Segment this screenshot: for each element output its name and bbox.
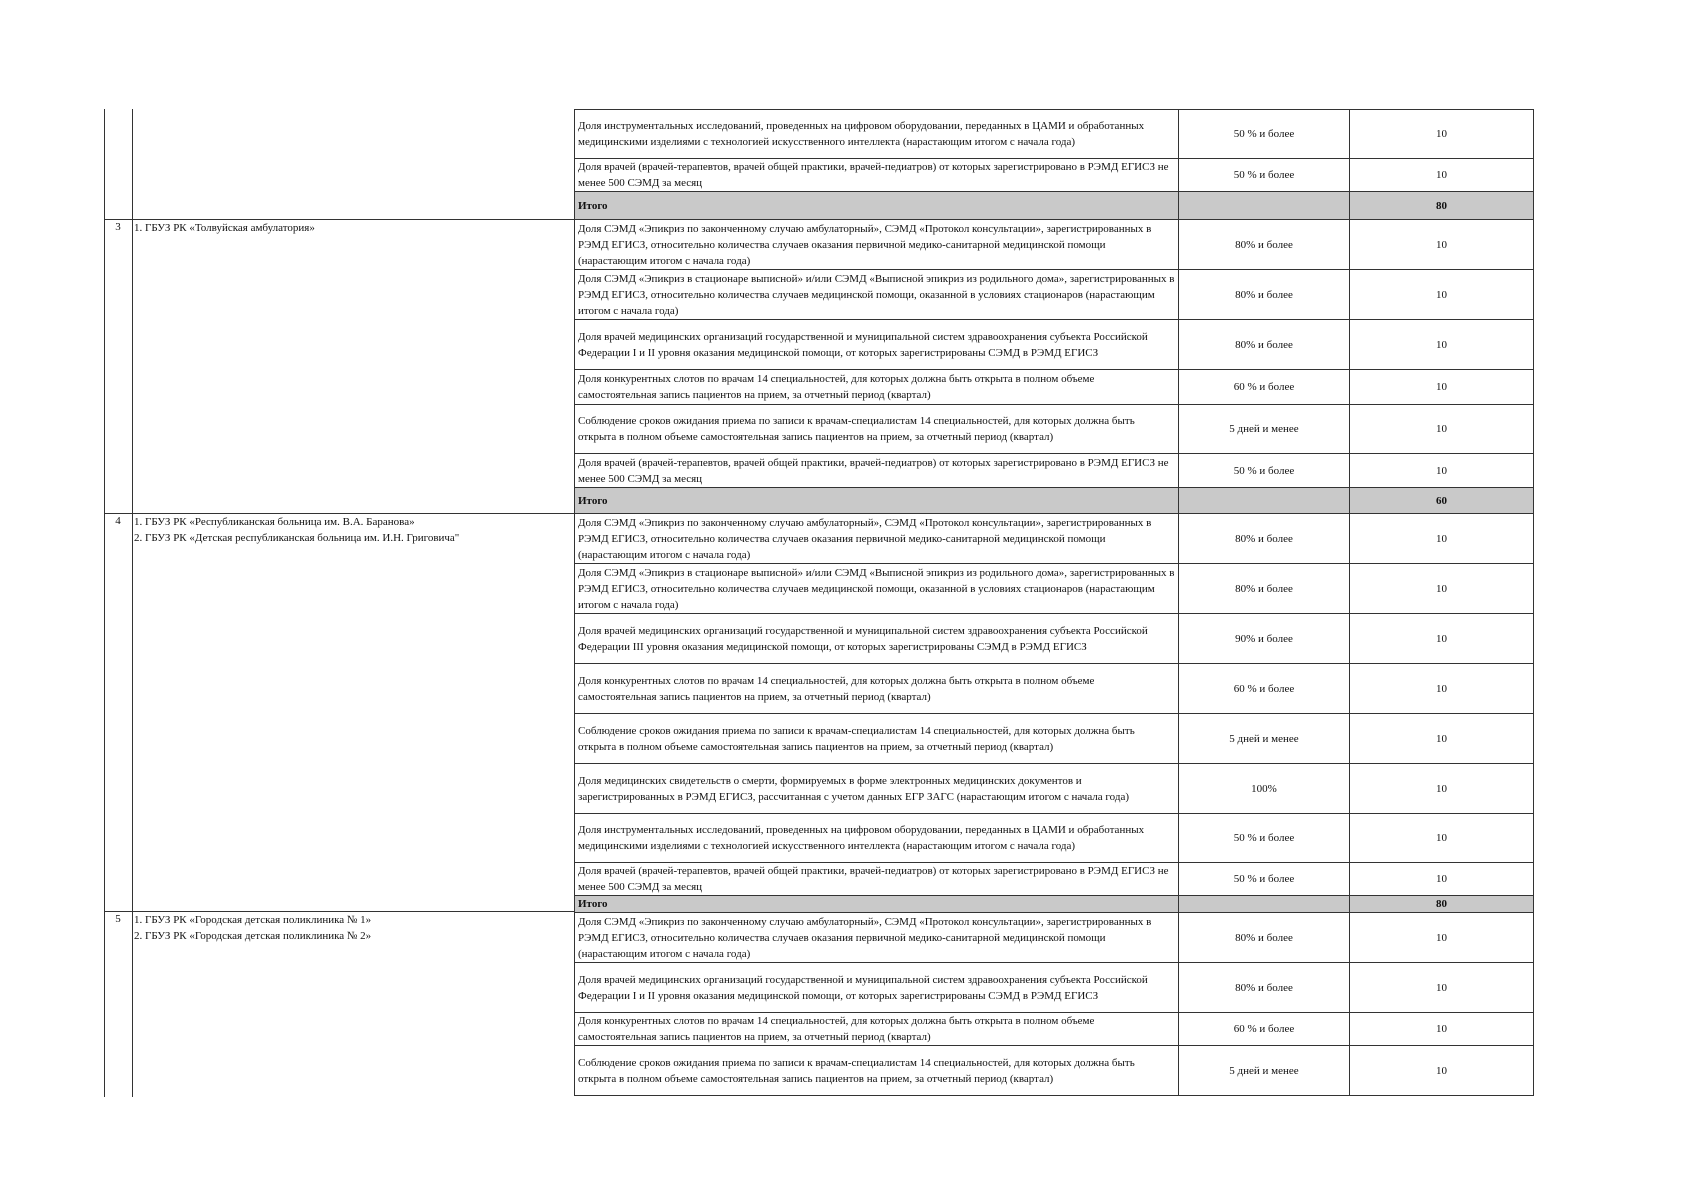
- indicator-cell: Доля конкурентных слотов по врачам 14 специальностей, для которых должна быть открыта в полном объеме самостоятельная запись пациентов на прием, за отчетный период (квартал): [575, 370, 1179, 405]
- table-row: [575, 270, 1534, 320]
- threshold-cell: 50 % и более: [1179, 863, 1350, 896]
- indicator-cell: Доля врачей медицинских организаций государственной и муниципальной систем здравоохранения субъекта Российской Федерации III уровня оказания медицинской помощи, от которых зарегистрированы СЭМД в РЭМД ЕГИСЗ: [575, 614, 1179, 664]
- points-cell: 10: [1350, 320, 1534, 370]
- total-label: Итого: [575, 896, 1179, 913]
- table-row: [575, 564, 1534, 614]
- points-cell: 10: [1350, 270, 1534, 320]
- points-cell: 10: [1350, 1013, 1534, 1046]
- indicator-cell: Доля СЭМД «Эпикриз по законченному случаю амбулаторный», СЭМД «Протокол консультации», зарегистрированных в РЭМД ЕГИСЗ, относительно количества случаев оказания первичной медико-санитарной медицинской помощи (нарастающим итогом с начала года): [575, 913, 1179, 963]
- points-cell: 10: [1350, 159, 1534, 192]
- table-row: [575, 320, 1534, 370]
- number-column-divider: [132, 109, 133, 1097]
- threshold-cell: 90% и более: [1179, 614, 1350, 664]
- threshold-cell: 60 % и более: [1179, 1013, 1350, 1046]
- points-cell: 10: [1350, 714, 1534, 764]
- total-label: Итого: [575, 192, 1179, 220]
- indicator-cell: Доля врачей медицинских организаций государственной и муниципальной систем здравоохранения субъекта Российской Федерации I и II уровня оказания медицинской помощи, от которых зарегистрированы СЭМД в РЭМД ЕГИСЗ: [575, 320, 1179, 370]
- indicator-cell: Доля СЭМД «Эпикриз в стационаре выписной» и/или СЭМД «Выписной эпикриз из родильного дома», зарегистрированных в РЭМД ЕГИСЗ, относительно количества случаев медицинской помощи, оказанной в условиях стационаров (нарастающим итогом с начала года): [575, 564, 1179, 614]
- points-cell: 10: [1350, 454, 1534, 488]
- row-number: 5: [115, 913, 121, 925]
- threshold-cell: 50 % и более: [1179, 159, 1350, 192]
- indicator-cell: Доля СЭМД «Эпикриз в стационаре выписной» и/или СЭМД «Выписной эпикриз из родильного дома», зарегистрированных в РЭМД ЕГИСЗ, относительно количества случаев медицинской помощи, оказанной в условиях стационаров (нарастающим итогом с начала года): [575, 270, 1179, 320]
- table-row: [575, 405, 1534, 454]
- points-cell: 10: [1350, 963, 1534, 1013]
- indicator-cell: Доля инструментальных исследований, проведенных на цифровом оборудовании, переданных в ЦАМИ и обработанных медицинскими изделиями с технологией искусственного интеллекта (нарастающим итогом с начала года): [575, 110, 1179, 159]
- table-row: [575, 110, 1534, 159]
- indicator-cell: Доля врачей медицинских организаций государственной и муниципальной систем здравоохранения субъекта Российской Федерации I и II уровня оказания медицинской помощи, от которых зарегистрированы СЭМД в РЭМД ЕГИСЗ: [575, 963, 1179, 1013]
- total-points: 80: [1350, 192, 1534, 220]
- table-row: [575, 454, 1534, 488]
- threshold-cell: 5 дней и менее: [1179, 1046, 1350, 1096]
- points-cell: 10: [1350, 664, 1534, 714]
- indicator-cell: Доля конкурентных слотов по врачам 14 специальностей, для которых должна быть открыта в полном объеме самостоятельная запись пациентов на прием, за отчетный период (квартал): [575, 1013, 1179, 1046]
- indicator-cell: Доля СЭМД «Эпикриз по законченному случаю амбулаторный», СЭМД «Протокол консультации», зарегистрированных в РЭМД ЕГИСЗ, относительно количества случаев оказания первичной медико-санитарной медицинской помощи (нарастающим итогом с начала года): [575, 220, 1179, 270]
- total-empty: [1179, 896, 1350, 913]
- threshold-cell: 100%: [1179, 764, 1350, 814]
- points-cell: 10: [1350, 863, 1534, 896]
- table-row: [575, 714, 1534, 764]
- points-cell: 10: [1350, 564, 1534, 614]
- table-row: [575, 764, 1534, 814]
- table-row: [575, 159, 1534, 192]
- points-cell: 10: [1350, 764, 1534, 814]
- points-cell: 10: [1350, 913, 1534, 963]
- table-row: [575, 220, 1534, 270]
- total-label: Итого: [575, 488, 1179, 514]
- organization-name: 1. ГБУЗ РК «Толвуйская амбулатория»: [134, 222, 315, 234]
- total-points: 60: [1350, 488, 1534, 514]
- indicator-cell: Доля врачей (врачей-терапевтов, врачей общей практики, врачей-педиатров) от которых зарегистрировано в РЭМД ЕГИСЗ не менее 500 СЭМД за месяц: [575, 863, 1179, 896]
- total-empty: [1179, 192, 1350, 220]
- points-cell: 10: [1350, 110, 1534, 159]
- points-cell: 10: [1350, 1046, 1534, 1096]
- row-number: 4: [115, 515, 121, 527]
- threshold-cell: 80% и более: [1179, 320, 1350, 370]
- table-row: [575, 514, 1534, 564]
- table-row: [575, 963, 1534, 1013]
- threshold-cell: 50 % и более: [1179, 814, 1350, 863]
- table-row: [575, 913, 1534, 963]
- indicator-cell: Доля СЭМД «Эпикриз по законченному случаю амбулаторный», СЭМД «Протокол консультации», зарегистрированных в РЭМД ЕГИСЗ, относительно количества случаев оказания первичной медико-санитарной медицинской помощи (нарастающим итогом с начала года): [575, 514, 1179, 564]
- threshold-cell: 80% и более: [1179, 963, 1350, 1013]
- threshold-cell: 60 % и более: [1179, 370, 1350, 405]
- table-row: [575, 814, 1534, 863]
- threshold-cell: 80% и более: [1179, 564, 1350, 614]
- table-row: [575, 1013, 1534, 1046]
- organization-list: [134, 912, 564, 944]
- threshold-cell: 80% и более: [1179, 514, 1350, 564]
- indicator-cell: Соблюдение сроков ожидания приема по записи к врачам-специалистам 14 специальностей, для которых должна быть открыта в полном объеме самостоятельная запись пациентов на прием, за отчетный период (квартал): [575, 714, 1179, 764]
- threshold-cell: 80% и более: [1179, 270, 1350, 320]
- points-cell: 10: [1350, 405, 1534, 454]
- total-row: [575, 488, 1534, 514]
- threshold-cell: 80% и более: [1179, 913, 1350, 963]
- row-number: 3: [115, 221, 121, 233]
- points-cell: 10: [1350, 814, 1534, 863]
- indicator-cell: Доля инструментальных исследований, проведенных на цифровом оборудовании, переданных в ЦАМИ и обработанных медицинскими изделиями с технологией искусственного интеллекта (нарастающим итогом с начала года): [575, 814, 1179, 863]
- table-row: [575, 664, 1534, 714]
- points-cell: 10: [1350, 220, 1534, 270]
- threshold-cell: 60 % и более: [1179, 664, 1350, 714]
- table-row: [575, 1046, 1534, 1096]
- total-row: [575, 896, 1534, 913]
- indicator-cell: Доля врачей (врачей-терапевтов, врачей общей практики, врачей-педиатров) от которых зарегистрировано в РЭМД ЕГИСЗ не менее 500 СЭМД за месяц: [575, 159, 1179, 192]
- indicator-cell: Доля врачей (врачей-терапевтов, врачей общей практики, врачей-педиатров) от которых зарегистрировано в РЭМД ЕГИСЗ не менее 500 СЭМД за месяц: [575, 454, 1179, 488]
- threshold-cell: 5 дней и менее: [1179, 405, 1350, 454]
- threshold-cell: 50 % и более: [1179, 110, 1350, 159]
- organization-name: 1. ГБУЗ РК «Республиканская больница им. В.А. Баранова»: [134, 516, 415, 528]
- threshold-cell: 50 % и более: [1179, 454, 1350, 488]
- indicator-cell: Соблюдение сроков ожидания приема по записи к врачам-специалистам 14 специальностей, для которых должна быть открыта в полном объеме самостоятельная запись пациентов на прием, за отчетный период (квартал): [575, 1046, 1179, 1096]
- points-cell: 10: [1350, 614, 1534, 664]
- table-row: [575, 614, 1534, 664]
- total-empty: [1179, 488, 1350, 514]
- organization-name: 2. ГБУЗ РК «Детская республиканская больница им. И.Н. Григовича": [134, 532, 460, 544]
- threshold-cell: 5 дней и менее: [1179, 714, 1350, 764]
- table-row: [575, 370, 1534, 405]
- threshold-cell: 80% и более: [1179, 220, 1350, 270]
- table-row: [575, 863, 1534, 896]
- organization-list: [134, 514, 564, 546]
- organization-name: 1. ГБУЗ РК «Городская детская поликлиника № 1»: [134, 914, 372, 926]
- indicator-cell: Соблюдение сроков ожидания приема по записи к врачам-специалистам 14 специальностей, для которых должна быть открыта в полном объеме самостоятельная запись пациентов на прием, за отчетный период (квартал): [575, 405, 1179, 454]
- indicators-table: [574, 109, 1534, 1096]
- left-border-line: [104, 109, 105, 1097]
- total-row: [575, 192, 1534, 220]
- organization-list: [134, 220, 564, 236]
- total-points: 80: [1350, 896, 1534, 913]
- organization-name: 2. ГБУЗ РК «Городская детская поликлиника № 2»: [134, 930, 372, 942]
- indicator-cell: Доля медицинских свидетельств о смерти, формируемых в форме электронных медицинских документов и зарегистрированных в РЭМД ЕГИСЗ, рассчитанная с учетом данных ЕГР ЗАГС (нарастающим итогом с начала года): [575, 764, 1179, 814]
- points-cell: 10: [1350, 514, 1534, 564]
- points-cell: 10: [1350, 370, 1534, 405]
- indicator-cell: Доля конкурентных слотов по врачам 14 специальностей, для которых должна быть открыта в полном объеме самостоятельная запись пациентов на прием, за отчетный период (квартал): [575, 664, 1179, 714]
